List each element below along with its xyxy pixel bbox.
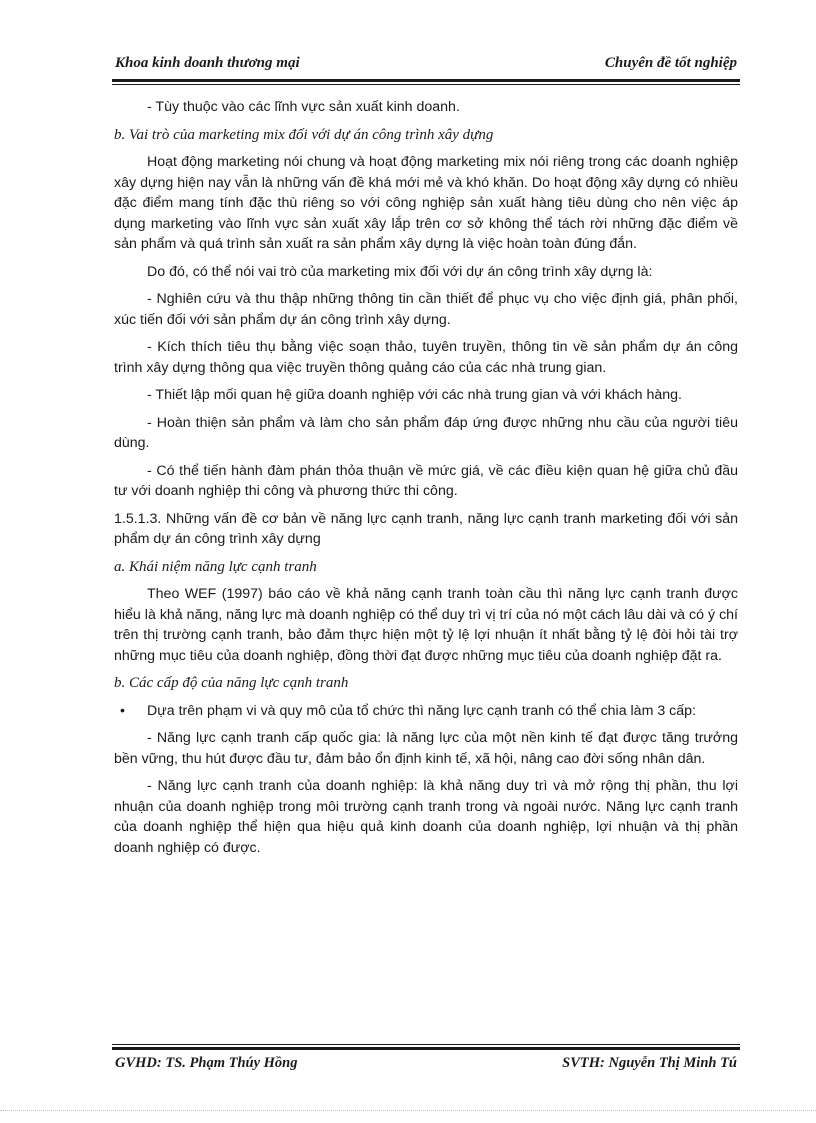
footer-advisor: GVHD: TS. Phạm Thúy Hồng [115, 1055, 298, 1071]
header-faculty: Khoa kinh doanh thương mại [115, 55, 300, 71]
page-edge-divider [0, 1110, 816, 1111]
paragraph: - Kích thích tiêu thụ bằng việc soạn thảo, tuyên truyền, thông tin về sản phẩm dự án công trình xây dựng thông qua việc truyền thông quảng cáo của các nhà trung gian. [114, 339, 738, 376]
bullet-item [114, 701, 738, 722]
section-title: b. Các cấp độ của năng lực cạnh tranh [114, 675, 349, 691]
page-footer [112, 1055, 740, 1079]
paragraph: Theo WEF (1997) báo cáo về khả năng cạnh tranh toàn cầu thì năng lực cạnh tranh được hiểu là khả năng, năng lực mà doanh nghiệp có thể duy trì vị trí của nó một cách lâu dài và có ý chí trên thị trường cạnh tranh, bảo đảm thực hiện một tỷ lệ lợi nhuận ít nhất bằng tỷ lệ đòi hỏi tài trợ những mục tiêu của doanh nghiệp, đồng thời đạt được những mục tiêu của doanh nghiệp đặt ra. [114, 586, 738, 664]
paragraph: - Năng lực cạnh tranh của doanh nghiệp: là khả năng duy trì và mở rộng thị phần, thu lợi nhuận của doanh nghiệp trong môi trường cạnh tranh trong và ngoài nước. Năng lực cạnh tranh của doanh nghiệp thể hiện qua hiệu quả kinh doanh của doanh nghiệp, lợi nhuận và thị phần doanh nghiệp có được. [114, 778, 738, 856]
footer-rule-thin [112, 1044, 740, 1045]
paragraph: - Năng lực cạnh tranh cấp quốc gia: là năng lực của một nền kinh tế đạt được tăng trưởng bền vững, thu hút được đầu tư, đảm bảo ổn định kinh tế, xã hội, nâng cao đời sống nhân dân. [114, 730, 738, 767]
bullet-dot-icon: • [120, 702, 125, 719]
footer-student: SVTH: Nguyễn Thị Minh Tú [562, 1055, 737, 1071]
paragraph: - Nghiên cứu và thu thập những thông tin cần thiết để phục vụ cho việc định giá, phân phối, xúc tiến đối với sản phẩm dự án công trình xây dựng. [114, 291, 738, 328]
page-header [112, 52, 740, 78]
header-doc-type: Chuyên đề tốt nghiệp [604, 55, 737, 71]
paragraph: - Có thể tiến hành đàm phán thỏa thuận về mức giá, về các điều kiện quan hệ giữa chủ đầu tư với doanh nghiệp thi công và phương thức thi công. [114, 462, 738, 499]
subsection-heading: 1.5.1.3. Những vấn đề cơ bản về năng lực cạnh tranh, năng lực cạnh tranh marketing đối với sản phẩm dự án công trình xây dựng [114, 510, 738, 547]
paragraph: - Hoàn thiện sản phẩm và làm cho sản phẩm đáp ứng được những nhu cầu của người tiêu dùng. [114, 414, 738, 451]
bullet-text: Dựa trên phạm vi và quy mô của tổ chức thì năng lực cạnh tranh có thể chia làm 3 cấp: [147, 702, 696, 719]
section-title: b. Vai trò của marketing mix đối với dự án công trình xây dựng [114, 126, 494, 143]
paragraph: - Thiết lập mối quan hệ giữa doanh nghiệp với các nhà trung gian và với khách hàng. [147, 387, 682, 403]
paragraph: Do đó, có thể nói vai trò của marketing mix đối với dự án công trình xây dựng là: [147, 263, 653, 280]
header-rule-thin [112, 84, 740, 85]
header-rule-thick [112, 79, 740, 82]
footer-rule-thick [112, 1047, 740, 1050]
paragraph: - Tùy thuộc vào các lĩnh vực sản xuất kinh doanh. [147, 99, 460, 115]
section-title: a. Khái niệm năng lực cạnh tranh [114, 558, 317, 575]
document-body [114, 97, 738, 865]
paragraph: Hoạt động marketing nói chung và hoạt động marketing mix nói riêng trong các doanh nghiệp xây dựng hiện nay vẫn là những vấn đề khá mới mẻ và khó khăn. Do hoạt động xây dựng có nhiều đặc điểm mang tính đặc thù riêng so với công nghiệp sản xuất hàng tiêu dùng cho nên việc áp dụng marketing vào lĩnh vực sản xuất xây lắp trên cơ sở không thể tách rời những đặc điểm về sản phẩm và quá trình sản xuất ra sản phẩm xây dựng là việc hoàn toàn đúng đắn. [114, 154, 738, 252]
